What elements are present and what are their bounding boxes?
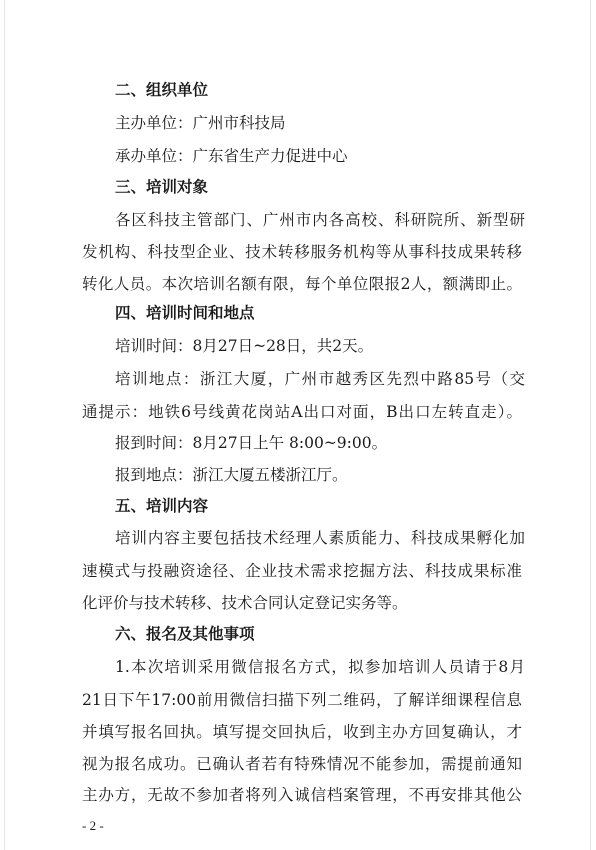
training-location-line-1: 培训地点：浙江大厦，广州市越秀区先烈中路85号（交 (115, 370, 525, 388)
training-location-line-2: 通提示：地铁6号线黄花岗站A出口对面，B出口左转直走）。 (82, 403, 522, 421)
audience-line-3: 转化人员。本次培训名额有限，每个单位限报2人，额满即止。 (82, 275, 522, 293)
checkin-time: 报到时间：8月27日上午 8:00~9:00。 (115, 434, 388, 452)
section-heading-audience: 三、培训对象 (115, 178, 209, 196)
audience-line-1: 各区科技主管部门、广州市内各高校、科研院所、新型研 (115, 211, 525, 229)
registration-line-4: 视为报名成功。已确认者若有特殊情况不能参加，需提前通知 (82, 755, 522, 773)
page-number: - 2 - (82, 818, 104, 833)
section-heading-registration: 六、报名及其他事项 (115, 625, 255, 643)
content-line-1: 培训内容主要包括技术经理人素质能力、科技成果孵化加 (115, 529, 525, 547)
scan-edge-right (590, 0, 591, 850)
organizer-unit: 承办单位：广东省生产力促进中心 (115, 147, 348, 165)
registration-line-3: 并填写报名回执。填写提交回执后，收到主办方回复确认，才 (82, 723, 522, 741)
training-time: 培训时间：8月27日~28日，共2天。 (115, 337, 374, 355)
section-heading-content: 五、培训内容 (115, 497, 209, 515)
content-line-3: 化评价与技术转移、技术合同认定登记实务等。 (82, 594, 408, 612)
audience-line-2: 发机构、科技型企业、技术转移服务机构等从事科技成果转移 (82, 243, 522, 261)
content-line-2: 速模式与投融资途径、企业技术需求挖掘方法、科技成果标准 (82, 562, 522, 580)
host-unit: 主办单位：广州市科技局 (115, 114, 286, 132)
registration-line-2: 21日下午17:00前用微信扫描下列二维码，了解详细课程信息 (82, 691, 522, 709)
registration-line-1: 1.本次培训采用微信报名方式，拟参加培训人员请于8月 (115, 658, 525, 676)
section-heading-schedule: 四、培训时间和地点 (115, 304, 255, 322)
checkin-place: 报到地点：浙江大厦五楼浙江厅。 (115, 466, 348, 484)
section-heading-org: 二、组织单位 (115, 81, 209, 99)
registration-line-5: 主办方，无故不参加者将列入诚信档案管理，不再安排其他公 (82, 786, 522, 804)
scan-edge-left (4, 0, 5, 850)
